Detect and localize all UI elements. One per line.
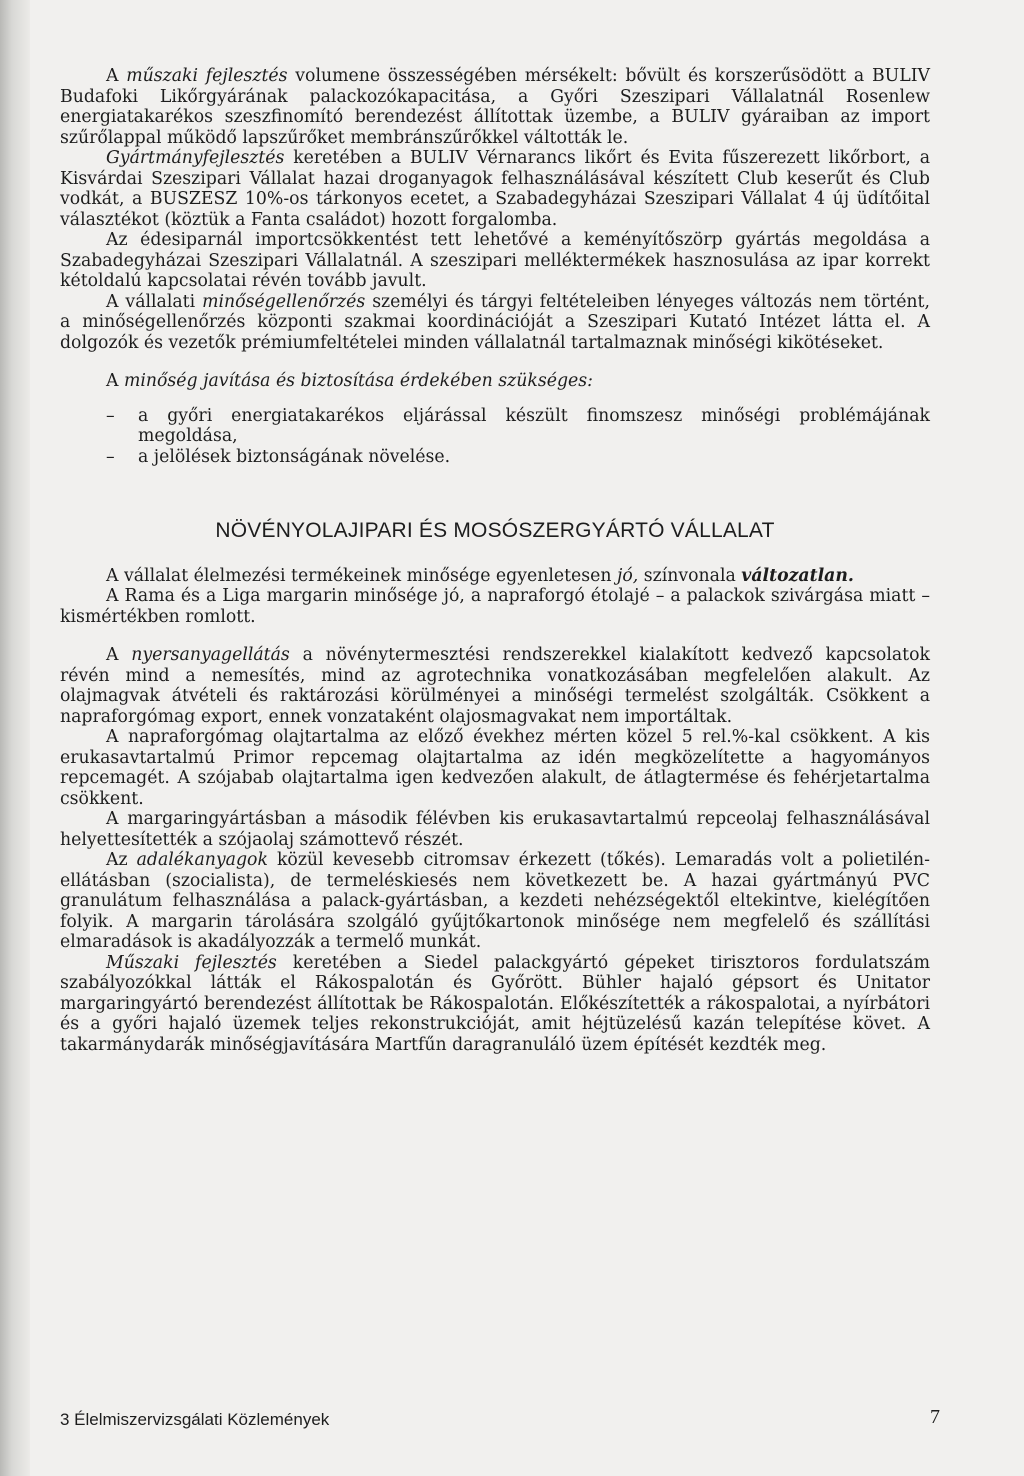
bleed-through-mark	[4, 96, 14, 110]
emphasis: Műszaki fejlesztés	[106, 952, 277, 973]
emphasis: nyersanyagellátás	[131, 645, 290, 665]
paragraph-margaringyartas: A margaringyártásban a második félévben kis erukasavtartalmú repceolaj felhasználásával helyettesítették a szójaolaj számottevő részét.	[60, 809, 930, 850]
emphasis: minőségellenőrzés	[202, 291, 366, 312]
paragraph-rama-liga: A Rama és a Liga margarin minősége jó, a napraforgó étolajé – a palackok szivárgása miatt – kismértékben romlott.	[60, 586, 930, 627]
list-item: – a győri energiatakarékos eljárással készült finomszesz minőségi problémájának megoldása,	[106, 405, 930, 446]
paragraph-napraforgomag: A napraforgómag olajtartalma az előző évekhez mérten közel 5 rel.%-kal csökkent. A kis erukasavtartalmú Primor repcemag olajtartalma az idén megközelítette a hagyományos repcemagét. A szójabab olajtartalma igen kedvezően alakult, de átlagtermése és fehérjetartalma csökkent.	[60, 727, 930, 809]
page-body	[60, 66, 930, 1055]
paragraph-minoseg-javitasa: A minőség javítása és biztosítása érdekében szükséges:	[106, 371, 593, 391]
paragraph-gyartmanyfejlesztes: Gyártmányfejlesztés keretében a BULIV Vérnarancs likőrt és Evita fűszerezett likőrbort, a Kisvárdai Szeszipari Vállalat hazai droganyagok felhasználásával készített Club keserűt és Club vodkát, a BUSZESZ 10%-os tárkonyos ecetet, a Szabadegyházai Szeszipari Vállalat 4 új üdítőital választékot (köztük a Fanta családot) hozott forgalomba.	[60, 148, 930, 230]
dash-list	[60, 406, 930, 468]
emphasis: változatlan.	[741, 565, 854, 586]
paragraph-elelmezesi-termekek: A vállalat élelmezési termékeinek minősége egyenletesen jó, színvonala változatlan.	[106, 565, 854, 586]
paragraph-nyersanyagellatas: A nyersanyagellátás a növénytermesztési rendszerekkel kialakított kedvező kapcsolatok révén mind a nemesítés, mind az agrotechnika vonatkozásában megfelelően alakult. Az olajmagvak átvételi és raktározási körülményei a minőségi termelést szolgálták. Csökkent a napraforgómag export, ennek vonzataként olajosmagvakat nem importáltak.	[60, 645, 930, 727]
paragraph-edesipar: Az édesiparnál importcsökkentést tett lehetővé a keményítőszörp gyártás megoldása a Szabadegyházai Szeszipari Vállalatnál. A szeszipari melléktermékek hasznosulása az ipar korrekt kétoldalú kapcsolatai révén tovább javult.	[60, 230, 930, 291]
section-heading: NÖVÉNYOLAJIPARI ÉS MOSÓSZERGYÁRTÓ VÁLLALAT	[215, 519, 775, 542]
paragraph-adalekanyagok: Az adalékanyagok közül kevesebb citromsav érkezett (tőkés). Lemaradás volt a polietilén-ellátásban (szocialista), de termeléskiesés nem következett be. A hazai gyártmányú PVC granulátum felhasználása a palack-gyártásban, a kezdeti nehézségektől eltekintve, kielégítően folyik. A margarin tárolására szolgáló gyűjtőkartonok minősége nem megfelelő és szállítási elmaradások is akadályozzák a termelő munkát.	[60, 850, 931, 952]
emphasis: jó,	[616, 565, 639, 586]
emphasis: minőség javítása és biztosítása érdekében szükséges:	[123, 371, 593, 391]
journal-title: 3 Élelmiszervizsgálati Közlemények	[60, 1410, 330, 1429]
paragraph-minosegellenorzes: A vállalati minőségellenőrzés személyi és tárgyi feltételeiben lényeges változás nem történt, a minőségellenőrzés központi szakmai koordinációját a Szeszipari Kutató Intézet látta el. A dolgozók és vezetők prémiumfeltételei minden vállalatnál tartalmaznak minőségi kikötéseket.	[60, 291, 930, 353]
emphasis: adalékanyagok	[136, 850, 268, 870]
page-binding-edge	[0, 0, 30, 1476]
paragraph-muszaki-fejlesztes: A műszaki fejlesztés volumene összességében mérsékelt: bővült és korszerűsödött a BULIV Budafoki Likőrgyárának palackozókapacitása, a Győri Szeszipari Vállalatnál Rosenlew energiatakarékos szeszfinomító berendezést állítottak üzembe, a BULIV gyáraiban az import szűrőlappal működő lapszűrőket membránszűrőkkel váltották le.	[60, 66, 930, 148]
dash-bullet: –	[106, 446, 115, 467]
emphasis: Gyártmányfejlesztés	[106, 148, 285, 168]
emphasis: műszaki fejlesztés	[126, 66, 288, 86]
paragraph-muszaki-fejlesztes-2: Műszaki fejlesztés keretében a Siedel palackgyártó gépeket tirisztoros fordulatszám szabályozókkal látták el Rákospalotán és Győrött. Bühler hajaló gépsort és Unitator margaringyártó berendezést állítottak be Rákospalotán. Előkészítették a rákospalotai, a nyírbátori és a győri hajaló üzemek teljes rekonstrukcióját, amit héjtüzelésű kazán telepítése követ. A takarmánydarák minőségjavítására Martfűn daragranuláló üzem építését kezdték meg.	[60, 952, 930, 1055]
list-item: – a jelölések biztonságának növelése.	[106, 446, 451, 467]
dash-bullet: –	[106, 405, 115, 426]
page-number: 7	[930, 1406, 940, 1428]
